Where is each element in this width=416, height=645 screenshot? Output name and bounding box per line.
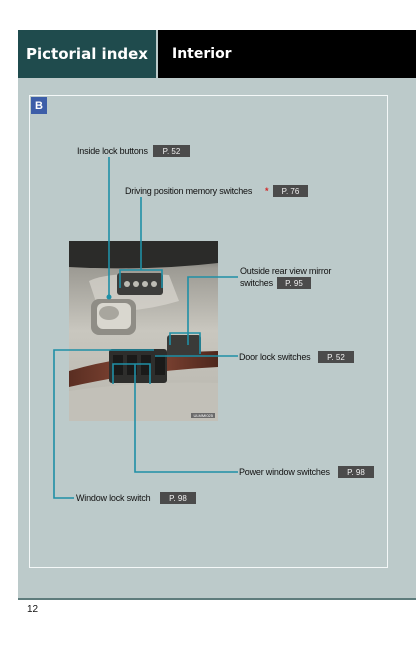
line-mirror-bracket [170, 333, 200, 354]
page-ref-door-lock-switches [318, 351, 354, 363]
callout-mirror-switches-line2: switches [240, 278, 273, 288]
callout-inside-lock-buttons: Inside lock buttons [77, 146, 148, 156]
line-mirror-switches [188, 277, 238, 345]
page-subtitle-text: Interior [172, 46, 232, 62]
callout-power-window-switches: Power window switches [239, 467, 330, 477]
page-ref-text: P. 98 [169, 493, 187, 503]
photo-code: ULMMI025 [193, 413, 213, 418]
callout-door-lock-switches: Door lock switches [239, 352, 311, 362]
page-ref-inside-lock-buttons [153, 145, 190, 157]
inside-lock-dot [107, 295, 112, 300]
page-ref-text: P. 76 [281, 186, 300, 196]
memory-switches-marker: * [265, 186, 269, 196]
callout-window-lock-switch: Window lock switch [76, 493, 151, 503]
page-ref-mirror-switches [277, 277, 311, 289]
page-ref-text: P. 98 [347, 467, 365, 477]
page-ref-window-lock-switch [160, 492, 196, 504]
callout-memory-switches: Driving position memory switches [125, 186, 253, 196]
line-window-lock-switch [54, 350, 154, 498]
page-number: 12 [27, 604, 39, 615]
page-ref-memory-switches [273, 185, 308, 197]
section-title-text: Pictorial index [26, 45, 148, 63]
line-power-window-bracket [113, 364, 150, 384]
panel-badge: B [31, 97, 47, 114]
callout-mirror-switches-line1: Outside rear view mirror [240, 266, 332, 276]
page-ref-text: P. 52 [327, 352, 345, 362]
page-ref-text: P. 95 [285, 278, 303, 288]
page-ref-text: P. 52 [162, 146, 181, 156]
page-ref-power-window-switches [338, 466, 374, 478]
line-memory-bracket [120, 270, 162, 288]
